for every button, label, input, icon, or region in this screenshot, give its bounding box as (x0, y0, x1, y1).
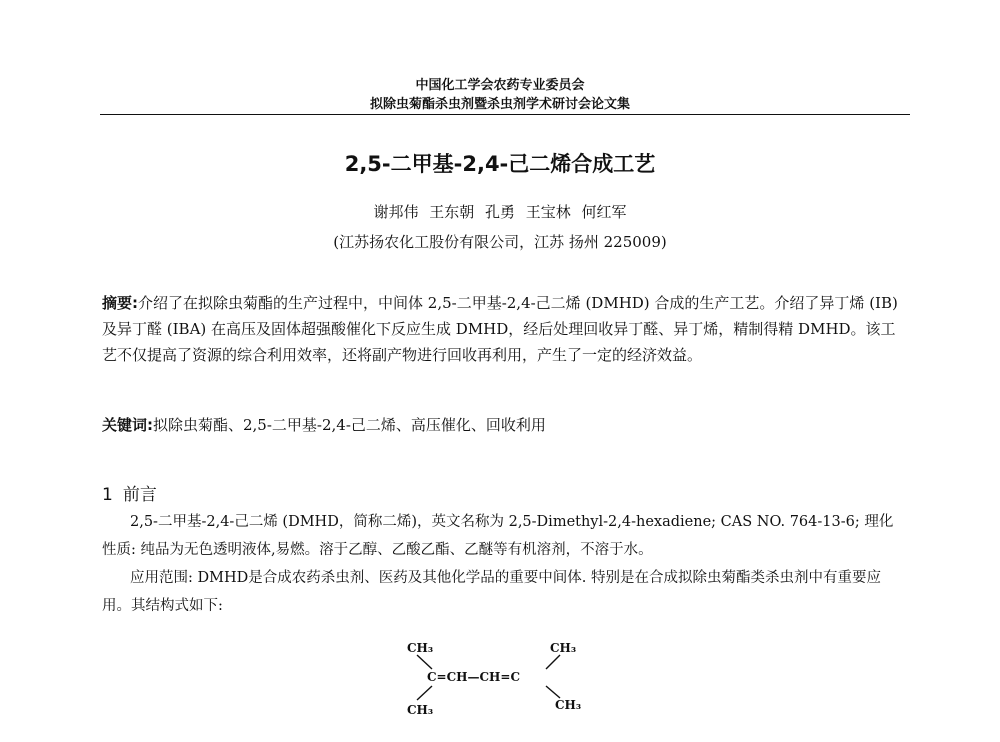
paragraph-properties: 2,5-二甲基-2,4-己二烯 (DMHD，简称二烯)，英文名称为 2,5-Dimethyl-2,4-hexadiene; CAS NO. 764-13-6; 理化性质: 纯品为无色透明液体,易燃。溶于乙醇、乙酸乙酯、乙醚等有机溶剂，不溶于水。 (102, 514, 894, 558)
abstract (102, 290, 902, 368)
section-body (102, 508, 902, 620)
structural-formula (395, 638, 605, 718)
bond-bottom-left (417, 686, 432, 700)
keywords-text: 拟除虫菊酯、2,5-二甲基-2,4-己二烯、高压催化、回收利用 (153, 416, 546, 434)
formula-ch3-bottom-right: CH₃ (555, 698, 582, 712)
keywords-label: 关键词: (102, 416, 153, 434)
header-rule (100, 114, 910, 115)
header-proceedings-title: 拟除虫菊酯杀虫剂暨杀虫剂学术研讨会论文集 (369, 97, 630, 112)
paragraph-application: 应用范围: DMHD是合成农药杀虫剂、医药及其他化学品的重要中间体. 特别是在合成拟除虫菊酯类杀虫剂中有重要应用。其结构式如下: (102, 570, 881, 614)
bond-bottom-right (546, 686, 560, 698)
bond-top-right (546, 655, 560, 669)
section-heading (102, 480, 157, 505)
paper-title: 2,5-二甲基-2,4-己二烯合成工艺 (344, 152, 656, 176)
formula-ch3-bottom-left: CH₃ (407, 703, 434, 717)
section-number: 1 (102, 485, 113, 505)
abstract-label: 摘要: (102, 294, 138, 312)
bond-top-left (417, 655, 432, 669)
header-committee: 中国化工学会农药专业委员会 (415, 78, 585, 93)
formula-main-chain: C=CH—CH=C (427, 670, 520, 684)
author-list: 谢邦伟 王东朝 孔勇 王宝林 何红军 (373, 203, 627, 221)
affiliation: (江苏扬农化工股份有限公司，江苏 扬州 225009) (333, 233, 667, 251)
formula-ch3-top-left: CH₃ (407, 641, 434, 655)
section-title: 前言 (122, 485, 157, 505)
proceedings-header (0, 76, 1000, 114)
keywords (102, 414, 902, 435)
abstract-text: 介绍了在拟除虫菊酯的生产过程中，中间体 2,5-二甲基-2,4-己二烯 (DMHD) 合成的生产工艺。介绍了异丁烯 (IB) 及异丁醛 (IBA) 在高压及固体超强酸催化下反应生成 DMHD，经后处理回收异丁醛、异丁烯，精制得精 DMHD。该工艺不仅提高了资源的综合利用效率，还将副产物进行回收再利用，产生了一定的经济效益。 (102, 294, 898, 364)
formula-ch3-top-right: CH₃ (550, 641, 577, 655)
